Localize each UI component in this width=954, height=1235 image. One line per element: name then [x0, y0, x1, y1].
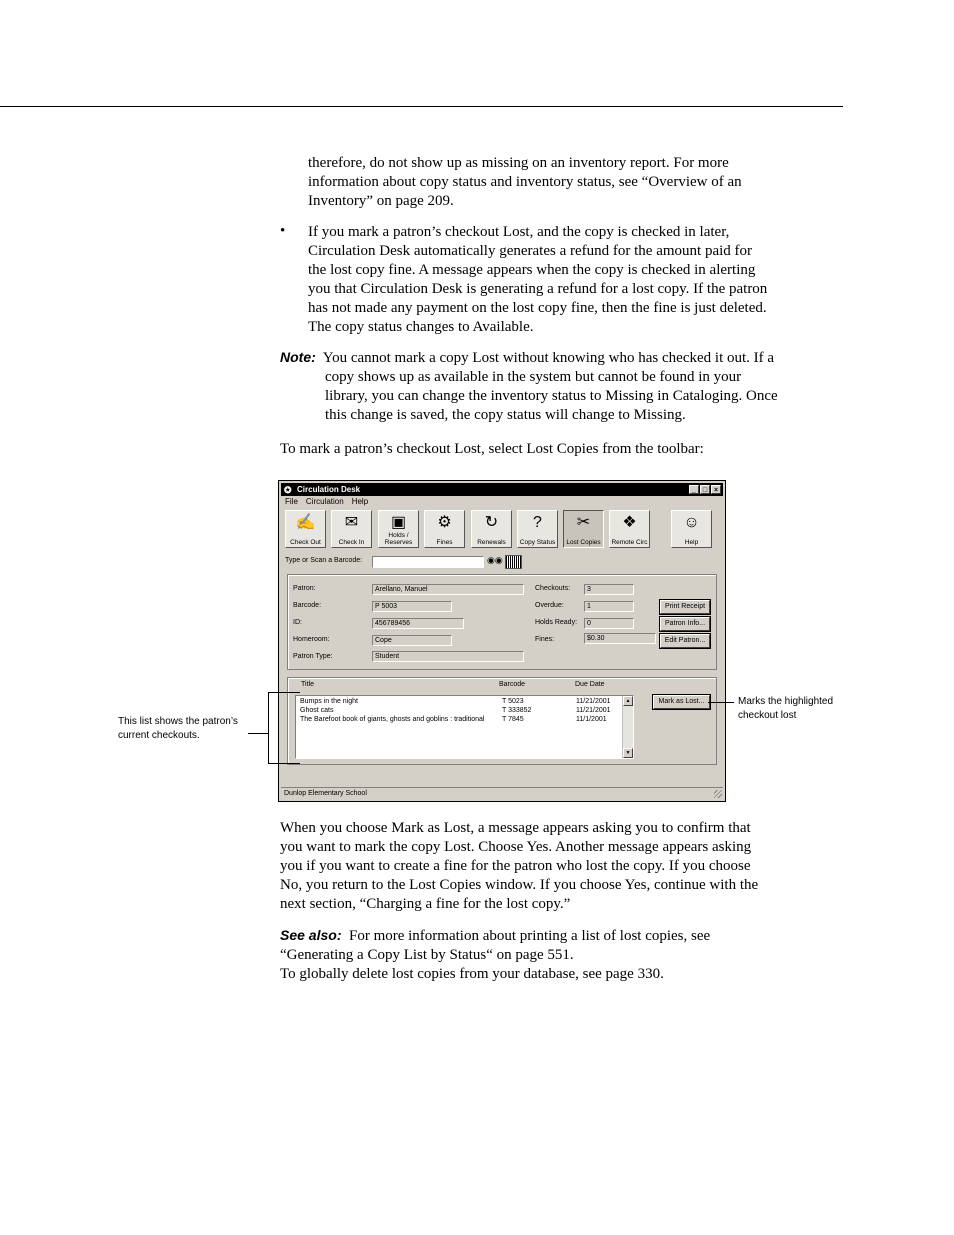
text-line: has not made any payment on the lost copy fine, then the fine is just deleted.	[308, 300, 767, 316]
text-line: To globally delete lost copies from your database, see page 330.	[280, 966, 664, 982]
homeroom-label: Homeroom:	[293, 636, 330, 643]
toolbar-help-button[interactable]	[671, 510, 712, 548]
text-line: When you choose Mark as Lost, a message appears asking you to confirm that	[280, 820, 751, 836]
toolbar-remote-circ-button[interactable]	[609, 510, 650, 548]
note-label: Note:	[280, 349, 316, 365]
toolbar-lost-copies-button[interactable]	[563, 510, 604, 548]
toolbar-check-out-button[interactable]	[285, 510, 326, 548]
patron-type-label: Patron Type:	[293, 653, 333, 660]
text-line: therefore, do not show up as missing on an inventory report. For more	[308, 155, 729, 171]
help-icon: ☺	[683, 514, 700, 531]
menu-help[interactable]: Help	[351, 497, 369, 506]
menu-bar	[285, 497, 368, 506]
id-label: ID:	[293, 619, 302, 626]
callout-bracket-bottom	[268, 763, 300, 764]
close-button[interactable]: ×	[711, 485, 721, 494]
patron-barcode-field: P 5003	[372, 601, 452, 612]
patron-id-field: 456789456	[372, 618, 464, 629]
text-line: No, you return to the Lost Copies window. If you choose Yes, continue with the	[280, 877, 759, 893]
copy-status-icon: ?	[533, 514, 542, 531]
row-due-date: 11/21/2001	[576, 698, 611, 705]
status-bar: Dunlop Elementary School	[281, 787, 723, 799]
maximize-button[interactable]: □	[700, 485, 710, 494]
text-line: you if you want to create a fine for the patron who lost the copy. If you choose	[280, 858, 751, 874]
toolbar-copy-status-button[interactable]	[517, 510, 558, 548]
barcode-scan-icon[interactable]	[505, 555, 522, 569]
text-line: the lost copy fine. A message appears when the copy is checked in alerting	[308, 262, 756, 278]
holds-icon: ▣	[390, 514, 407, 531]
column-barcode-header[interactable]: Barcode	[499, 681, 526, 688]
minimize-button[interactable]: _	[689, 485, 699, 494]
toolbar-label: Lost Copies	[566, 539, 601, 546]
see-also-label: See also:	[280, 927, 342, 943]
toolbar-label: Copy Status	[519, 539, 556, 546]
callout-bracket-top	[268, 692, 300, 693]
binoculars-icon[interactable]: ◉◉	[487, 555, 503, 565]
checkouts-field: 3	[584, 584, 634, 595]
check-out-icon: ✍	[295, 514, 316, 531]
holds-ready-label: Holds Ready:	[535, 619, 578, 626]
patron-info-button[interactable]: Patron Info...	[660, 617, 710, 631]
row-barcode: T 5023	[502, 698, 524, 705]
callout-leader	[248, 733, 268, 734]
barcode-input[interactable]	[372, 556, 484, 568]
mark-as-lost-button[interactable]: Mark as Lost...	[653, 695, 710, 709]
text-line: copy shows up as available in the system but cannot be found in your	[325, 369, 742, 385]
toolbar-label: Check Out	[290, 539, 321, 546]
fines-icon: ⚙	[437, 514, 452, 531]
toolbar-label: Holds / Reserves	[384, 532, 413, 546]
scroll-up-icon[interactable]: ▲	[623, 696, 633, 706]
text-line: Inventory” on page 209.	[308, 193, 454, 209]
text-line: library, you can change the inventory status to Missing in Cataloging. Once	[325, 388, 778, 404]
edit-patron-button[interactable]: Edit Patron...	[660, 634, 710, 648]
callout-line: Marks the highlighted	[738, 696, 834, 707]
toolbar-label: Renewals	[477, 539, 506, 546]
text-line: information about copy status and inventory status, see “Overview of an	[308, 174, 742, 190]
callout-bracket	[268, 692, 269, 764]
patron-type-field: Student	[372, 651, 524, 662]
menu-circulation[interactable]: Circulation	[305, 497, 344, 506]
print-receipt-button[interactable]: Print Receipt	[660, 600, 710, 614]
row-title: Bumps in the night	[300, 698, 358, 705]
note-block	[280, 348, 845, 425]
intro-text: To mark a patron’s checkout Lost, select Lost Copies from the toolbar:	[280, 441, 704, 457]
holds-ready-field: 0	[584, 618, 634, 629]
callout-checkouts	[118, 715, 238, 743]
text-line: next section, “Charging a fine for the lost copy.”	[280, 896, 571, 912]
text-line: you that Circulation Desk is generating a refund for a lost copy. If the patron	[308, 281, 768, 297]
text-line: The copy status changes to Available.	[308, 319, 534, 335]
list-item[interactable]	[300, 706, 333, 715]
text-line: you want to mark the copy Lost. Choose Yes. Another message appears asking	[280, 839, 752, 855]
patron-label: Patron:	[293, 585, 316, 592]
text-line: this change is saved, the copy status will change to Missing.	[325, 407, 686, 423]
toolbar-label: Remote Circ	[611, 539, 648, 546]
row-barcode: T 7845	[502, 716, 524, 723]
text-line: “Generating a Copy List by Status“ on page 551.	[280, 947, 574, 963]
resize-grip-icon[interactable]	[714, 790, 722, 798]
callout-line: This list shows the patron’s	[118, 716, 238, 727]
fines-label: Fines:	[535, 636, 555, 643]
list-item[interactable]	[300, 697, 358, 706]
column-title-header[interactable]: Title	[301, 681, 314, 688]
check-in-icon: ✉	[344, 514, 359, 531]
lost-copies-icon: ✂	[576, 514, 591, 531]
title-bar	[281, 483, 723, 496]
homeroom-field: Cope	[372, 635, 452, 646]
renewals-icon: ↻	[484, 514, 499, 531]
window-title: Circulation Desk	[297, 485, 361, 494]
callout-line: current checkouts.	[118, 730, 200, 741]
header-rule	[0, 106, 843, 107]
fines-field: $0.30	[584, 633, 656, 644]
toolbar-holds-button[interactable]	[378, 510, 419, 548]
toolbar-label: Check In	[338, 539, 365, 546]
overdue-label: Overdue:	[535, 602, 564, 609]
scan-label: Type or Scan a Barcode:	[285, 557, 363, 564]
app-icon: ✪	[284, 485, 292, 495]
see-also-block	[280, 926, 710, 984]
mark-lost-explanation	[280, 819, 758, 914]
row-title: The Barefoot book of giants, ghosts and goblins : traditional	[300, 716, 485, 723]
row-barcode: T 333852	[502, 707, 532, 714]
row-due-date: 11/1/2001	[576, 716, 607, 723]
toolbar-label: Fines	[436, 539, 453, 546]
text-line: For more information about printing a list of lost copies, see	[348, 928, 711, 944]
text-line: Circulation Desk automatically generates a refund for the amount paid for	[308, 243, 753, 259]
row-title: Ghost cats	[300, 707, 334, 714]
bullet-mark: •	[280, 223, 286, 239]
list-item[interactable]	[300, 715, 500, 724]
checkouts-label: Checkouts:	[535, 585, 571, 592]
text-line: You cannot mark a copy Lost without knowing who has checked it out. If a	[322, 350, 775, 366]
menu-file[interactable]: File	[285, 497, 298, 506]
toolbar-label: Help	[684, 539, 699, 546]
patron-name-field: Arellano, Manuel	[372, 584, 524, 595]
callout-leader	[708, 702, 734, 703]
remote-circ-icon: ❖	[622, 514, 637, 531]
row-due-date: 11/21/2001	[576, 707, 611, 714]
callout-line: checkout lost	[738, 710, 797, 721]
barcode-label: Barcode:	[293, 602, 322, 609]
overdue-field: 1	[584, 601, 634, 612]
callout-mark-lost	[738, 695, 833, 723]
circulation-desk-window	[278, 480, 726, 802]
toolbar-renewals-button[interactable]	[471, 510, 512, 548]
scroll-down-icon[interactable]: ▼	[623, 748, 633, 758]
text-line: If you mark a patron’s checkout Lost, and the copy is checked in later,	[308, 224, 730, 240]
toolbar-check-in-button[interactable]	[331, 510, 372, 548]
toolbar-fines-button[interactable]	[424, 510, 465, 548]
list-scrollbar[interactable]	[622, 696, 633, 758]
bullet-paragraph	[308, 223, 767, 337]
column-due-date-header[interactable]: Due Date	[575, 681, 605, 688]
para-continuation	[308, 154, 742, 211]
